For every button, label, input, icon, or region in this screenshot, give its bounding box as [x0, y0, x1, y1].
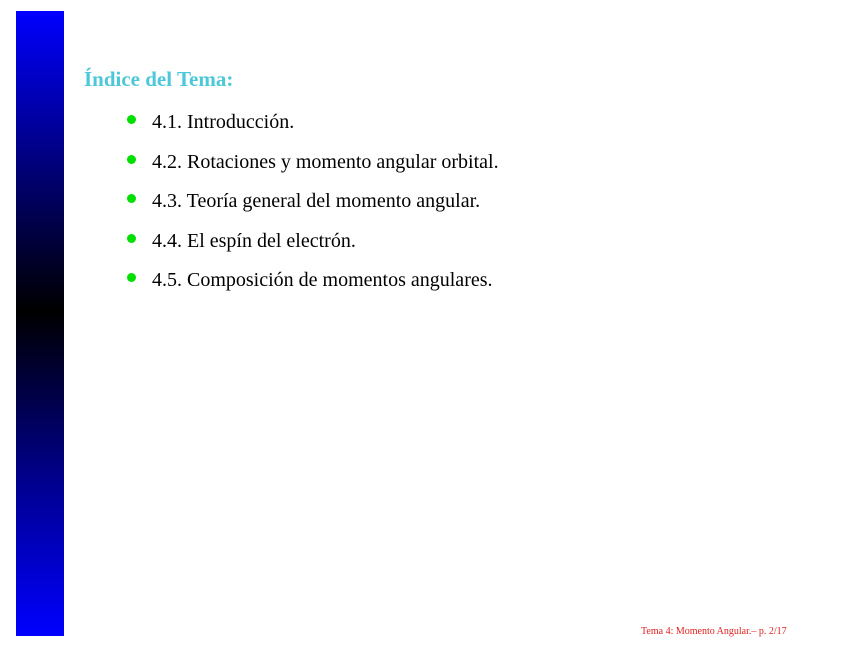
- bullet-icon: [127, 234, 136, 243]
- toc-item-label: 4.2. Rotaciones y momento angular orbital.: [152, 150, 499, 173]
- slide-footer: Tema 4: Momento Angular.– p. 2/17: [641, 626, 787, 637]
- bullet-icon: [127, 115, 136, 124]
- toc-item-label: 4.4. El espín del electrón.: [152, 229, 356, 252]
- toc-item-label: 4.1. Introducción.: [152, 111, 295, 133]
- sidebar-gradient-bar: [16, 11, 64, 636]
- bullet-icon: [127, 273, 136, 282]
- slide-title: Índice del Tema:: [84, 67, 234, 91]
- bullet-icon: [127, 155, 136, 164]
- toc-item-label: 4.5. Composición de momentos angulares.: [152, 269, 493, 291]
- bullet-icon: [127, 194, 136, 203]
- toc-item-label: 4.3. Teoría general del momento angular.: [152, 190, 481, 212]
